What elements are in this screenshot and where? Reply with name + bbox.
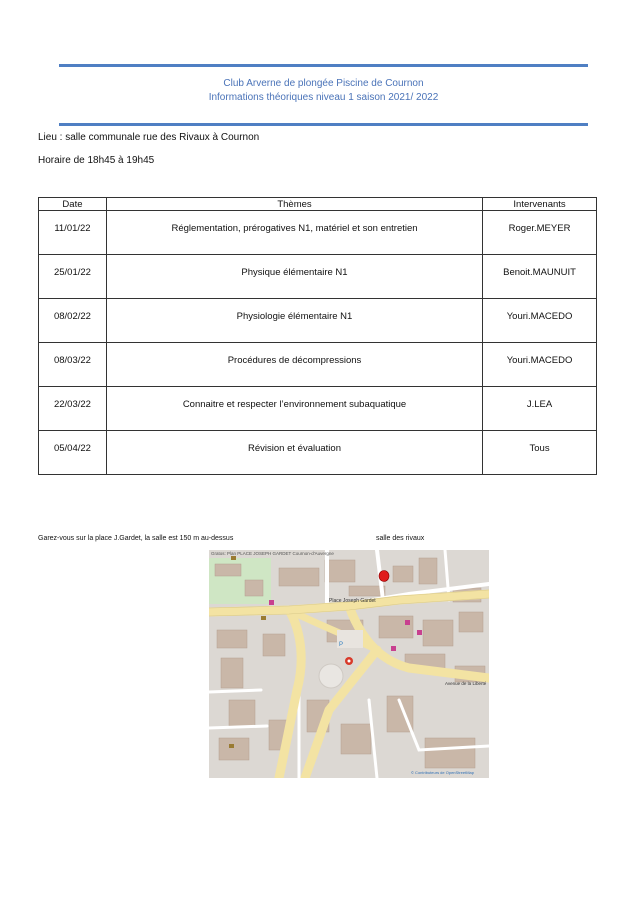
row-theme: Révision et évaluation xyxy=(106,431,482,475)
hours-text: Horaire de 18h45 à 19h45 xyxy=(38,155,155,166)
table-row xyxy=(39,211,597,255)
table-header-row xyxy=(39,198,597,211)
row-speaker: Benoit.MAUNUIT xyxy=(483,255,597,299)
row-speaker: Youri.MACEDO xyxy=(483,343,597,387)
table-row xyxy=(39,387,597,431)
row-speaker: J.LEA xyxy=(483,387,597,431)
row-date: 08/02/22 xyxy=(39,299,107,343)
header-club-name: Club Arverne de plongée Piscine de Cournon xyxy=(223,78,424,89)
row-date: 11/01/22 xyxy=(39,211,107,255)
map-attribution: © Contributeurs de OpenStreetMap xyxy=(411,770,474,775)
header-subtitle: Informations théoriques niveau 1 saison 2021/ 2022 xyxy=(208,92,439,103)
table-row xyxy=(39,255,597,299)
map-caption: Garez-vous sur la place J.Gardet, la salle est 150 m au-dessus xyxy=(38,535,234,542)
map-title: Gratos: Plan PLACE JOSEPH GARDET Cournon-d'Auvergne xyxy=(211,551,334,556)
header-bottom-rule xyxy=(59,123,588,126)
row-speaker: Roger.MEYER xyxy=(483,211,597,255)
row-theme: Procédures de décompressions xyxy=(106,343,482,387)
row-theme: Physique élémentaire N1 xyxy=(106,255,482,299)
schedule-table xyxy=(38,197,597,475)
row-date: 22/03/22 xyxy=(39,387,107,431)
map-avenue-label: Avenue de la Liberté xyxy=(445,681,487,686)
map-place-label: Place Joseph Gardet xyxy=(329,598,376,604)
row-theme: Connaitre et respecter l’environnement subaquatique xyxy=(106,387,482,431)
street-map xyxy=(209,550,489,778)
document-header xyxy=(59,77,588,105)
svg-text:P: P xyxy=(339,642,344,648)
table-row xyxy=(39,299,597,343)
table-row xyxy=(39,343,597,387)
column-header-speakers: Intervenants xyxy=(483,198,597,211)
row-speaker: Tous xyxy=(483,431,597,475)
row-theme: Réglementation, prérogatives N1, matériel et son entretien xyxy=(106,211,482,255)
table-row xyxy=(39,431,597,475)
row-date: 08/03/22 xyxy=(39,343,107,387)
map-callout-label: salle des rivaux xyxy=(376,535,425,542)
row-date: 05/04/22 xyxy=(39,431,107,475)
row-date: 25/01/22 xyxy=(39,255,107,299)
row-speaker: Youri.MACEDO xyxy=(483,299,597,343)
column-header-date: Date xyxy=(39,198,107,211)
header-top-rule xyxy=(59,64,588,67)
column-header-themes: Thèmes xyxy=(106,198,482,211)
location-text: Lieu : salle communale rue des Rivaux à Cournon xyxy=(38,132,260,143)
row-theme: Physiologie élémentaire N1 xyxy=(106,299,482,343)
